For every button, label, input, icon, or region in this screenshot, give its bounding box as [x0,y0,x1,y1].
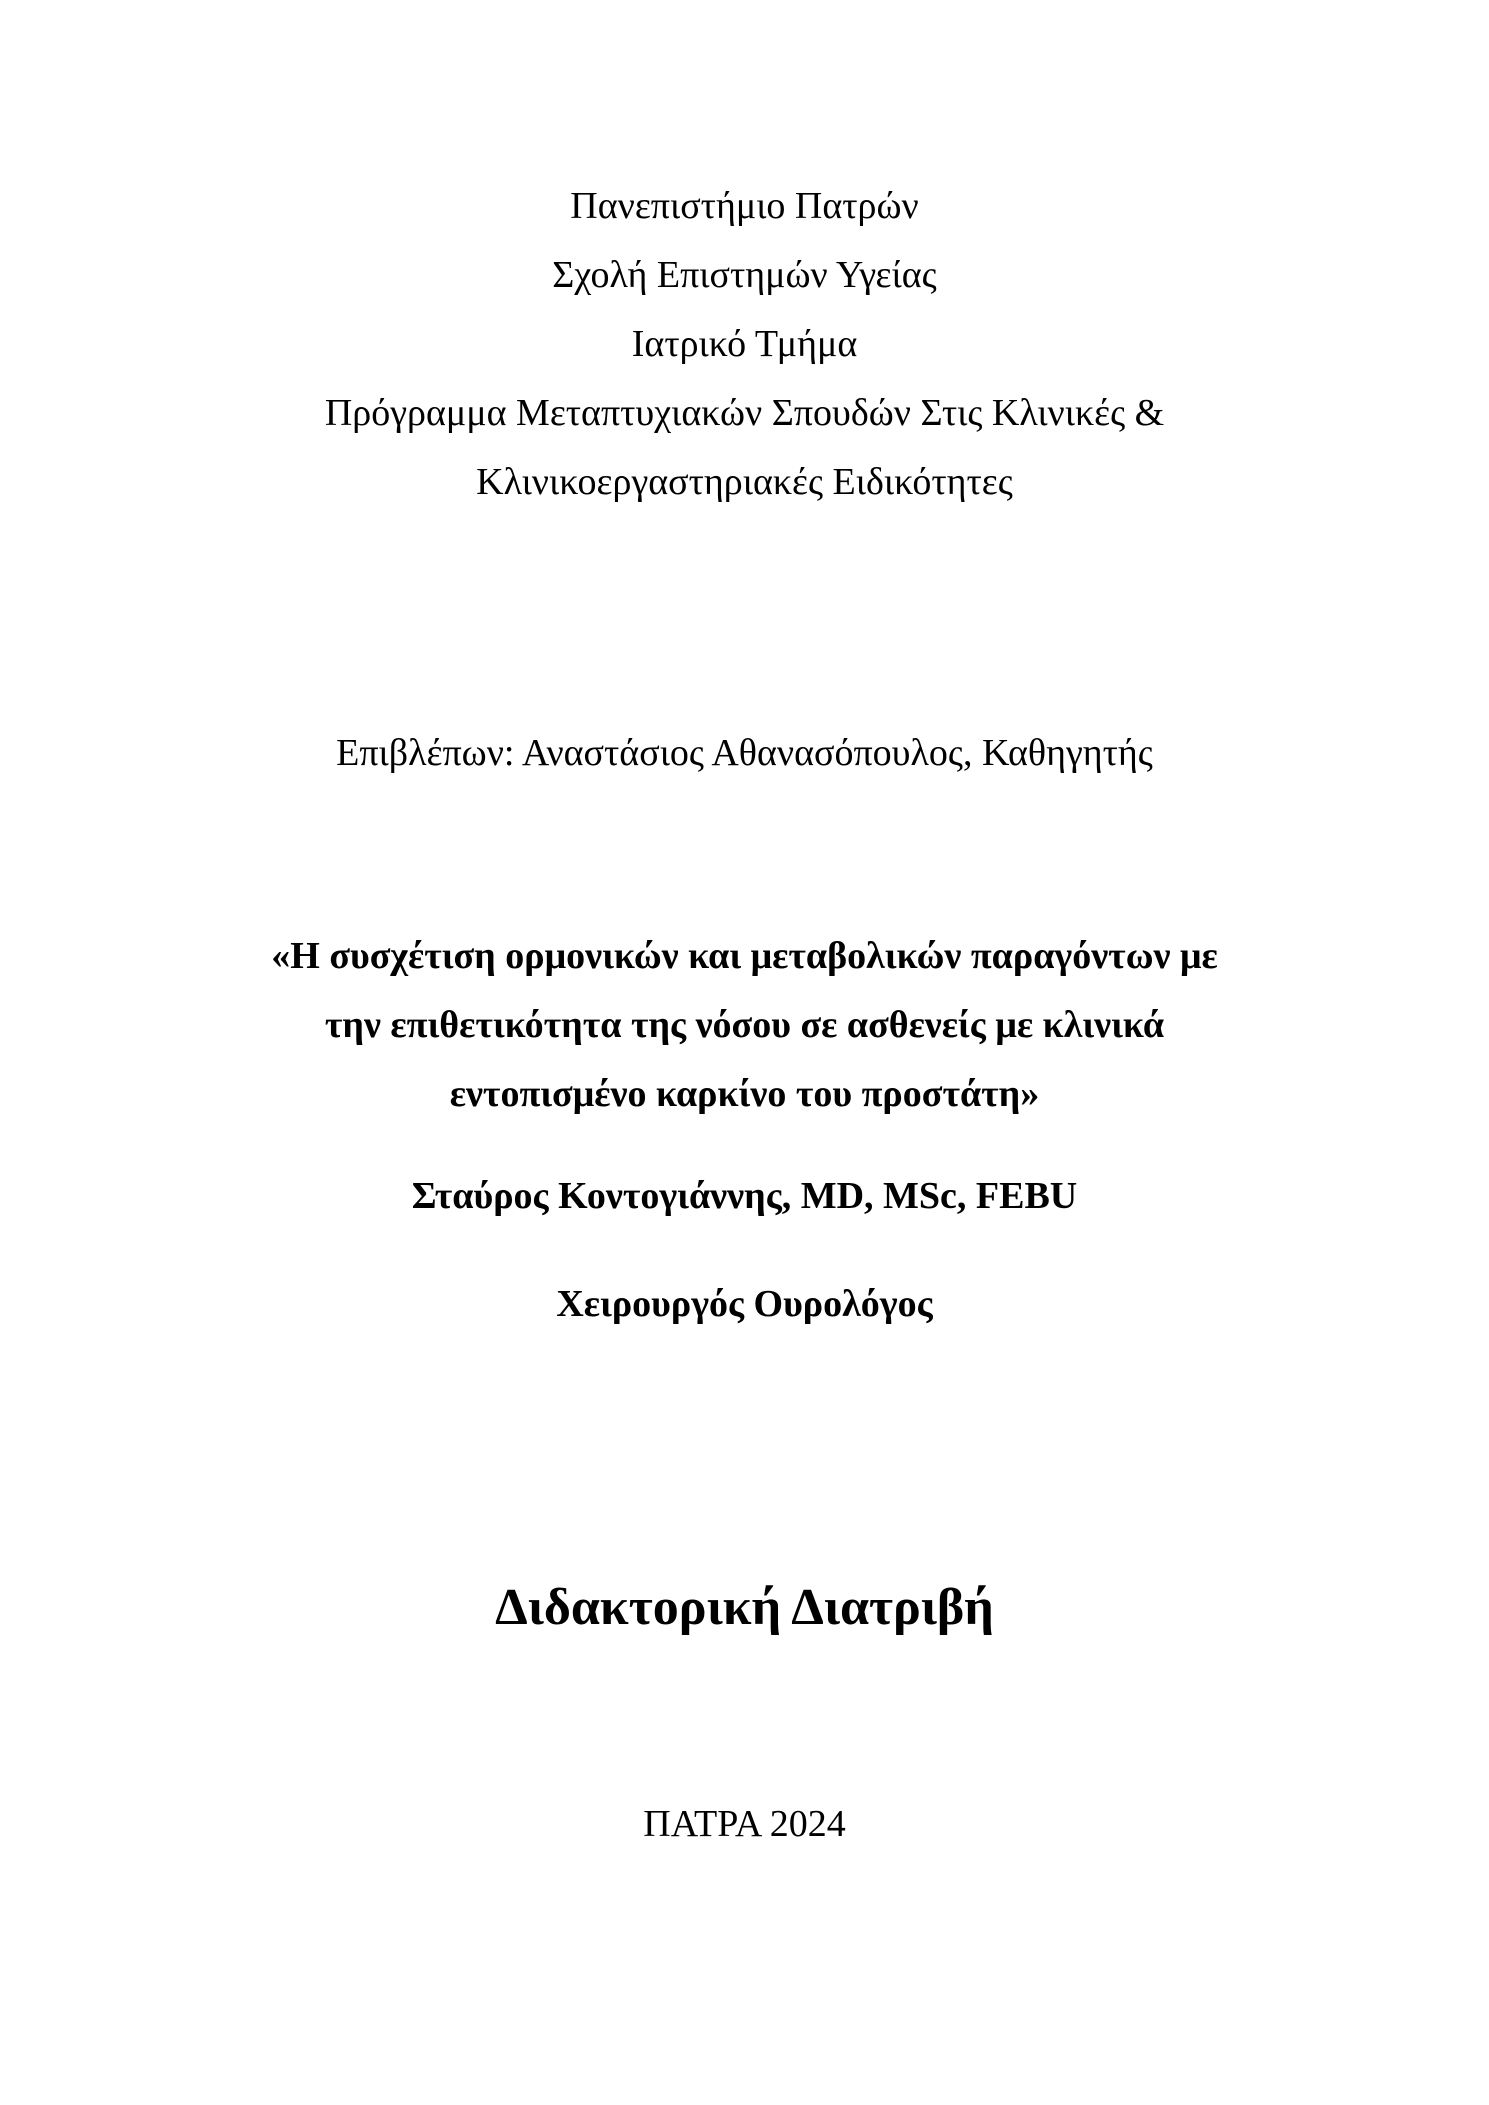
program-name-line-1: Πρόγραμμα Μεταπτυχιακών Σπουδών Στις Κλινικές & [324,392,1165,434]
university-name: Πανεπιστήμιο Πατρών [570,185,919,227]
place-year: ΠΑΤΡΑ 2024 [643,1803,846,1845]
department-name: Ιατρικό Τμήμα [631,323,858,365]
program-name-line-2: Κλινικοεργαστηριακές Ειδικότητες [476,461,1013,503]
author-name: Σταύρος Κοντογιάννης, MD, MSc, FEBU [411,1175,1078,1217]
supervisor: Επιβλέπων: Αναστάσιος Αθανασόπουλος, Καθηγητής [336,732,1153,774]
thesis-title-line-3: εντοπισμένο καρκίνο του προστάτη» [449,1073,1040,1115]
document-type: Διδακτορική Διατριβή [495,1579,994,1636]
author-specialty: Χειρουργός Ουρολόγος [556,1283,933,1325]
thesis-title-line-2: την επιθετικότητα της νόσου σε ασθενείς με κλινικά [324,1004,1165,1046]
school-name: Σχολή Επιστημών Υγείας [552,254,937,296]
thesis-title-line-1: «Η συσχέτιση ορμονικών και μεταβολικών παραγόντων με [271,935,1218,977]
